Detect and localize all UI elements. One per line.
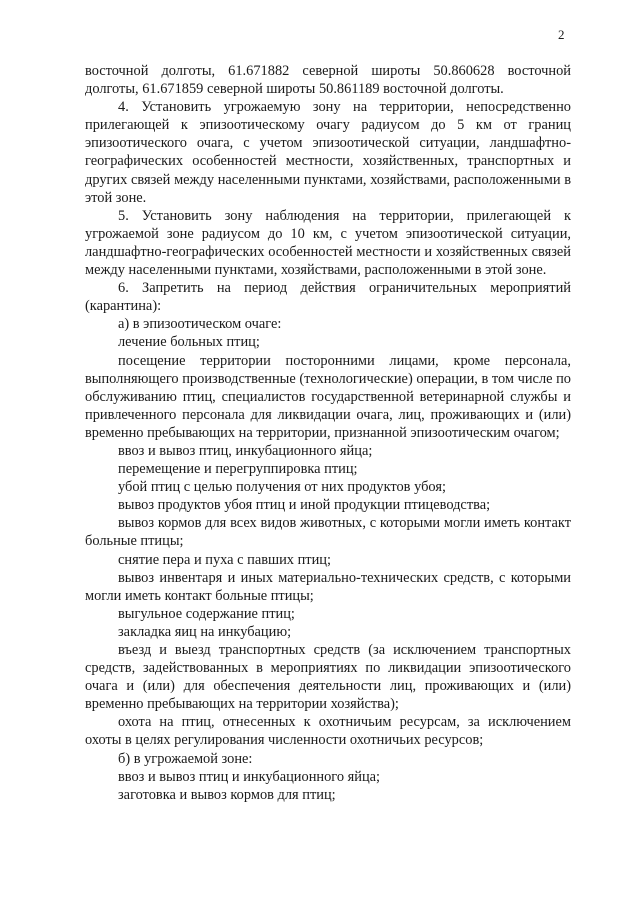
paragraph-item-4-threatened-zone: 4. Установить угрожаемую зону на территории, непосредственно прилегающей к эпизоотическому очагу радиусом до 5 км от границ эпизоотического очага, с учетом эпизоотической ситуации, ландшафтно-географических особенностей местности, хозяйственных, транспортных и других связей между населенными пунктами, хозяйствами, расположенными в этой зоне.	[85, 99, 571, 206]
document-body	[85, 62, 571, 804]
list-item: перемещение и перегруппировка птиц;	[118, 461, 358, 478]
subheading-threatened-zone: б) в угрожаемой зоне:	[118, 750, 253, 767]
list-item: ввоз и вывоз птиц и инкубационного яйца;	[118, 768, 381, 785]
paragraph-item-5-observation-zone: 5. Установить зону наблюдения на территории, прилегающей к угрожаемой зоне радиусом до 10 км, с учетом эпизоотической ситуации, ландшафтно-географических особенностей местности и хозяйственных связей между населенными пунктами, хозяйствами, расположенными в этой зоне.	[85, 207, 571, 279]
list-item: вывоз инвентаря и иных материально-технических средств, с которыми могли иметь контакт больные птицы;	[85, 569, 571, 604]
paragraph-item-6-prohibitions: 6. Запретить на период действия ограничительных мероприятий (карантина):	[85, 280, 571, 315]
list-item: убой птиц с целью получения от них продуктов убоя;	[118, 479, 446, 496]
list-item: снятие пера и пуха с павших птиц;	[118, 551, 331, 568]
list-item: вывоз кормов для всех видов животных, с которыми могли иметь контакт больные птицы;	[85, 515, 571, 550]
subheading-epizootic-focus: а) в эпизоотическом очаге:	[118, 316, 282, 333]
list-item: вывоз продуктов убоя птиц и иной продукции птицеводства;	[118, 497, 491, 514]
list-item: посещение территории посторонними лицами, кроме персонала, выполняющего производственные (технологические) операции, в том числе по обслуживанию птиц, специалистов государственной ветеринарной службы и привлеченного персонала для ликвидации очага, лиц, проживающих и (или) временно пребывающих на территории, признанной эпизоотическим очагом;	[85, 352, 572, 441]
list-item: выгульное содержание птиц;	[118, 605, 295, 622]
list-item: закладка яиц на инкубацию;	[118, 623, 292, 640]
list-item: лечение больных птиц;	[118, 334, 260, 351]
page-number: 2	[558, 27, 565, 42]
list-item: заготовка и вывоз кормов для птиц;	[118, 786, 336, 803]
paragraph-coordinates: восточной долготы, 61.671882 северной широты 50.860628 восточной долготы, 61.671859 северной широты 50.861189 восточной долготы.	[85, 63, 571, 98]
list-item: охота на птиц, отнесенных к охотничьим ресурсам, за исключением охоты в целях регулирования численности охотничьих ресурсов;	[85, 714, 571, 749]
list-item: въезд и выезд транспортных средств (за исключением транспортных средств, задействованных в мероприятиях по ликвидации эпизоотического очага и (или) для обеспечения деятельности лиц, проживающих и (или) временно пребывающих на территории хозяйства);	[85, 642, 571, 713]
list-item: ввоз и вывоз птиц, инкубационного яйца;	[118, 442, 373, 459]
